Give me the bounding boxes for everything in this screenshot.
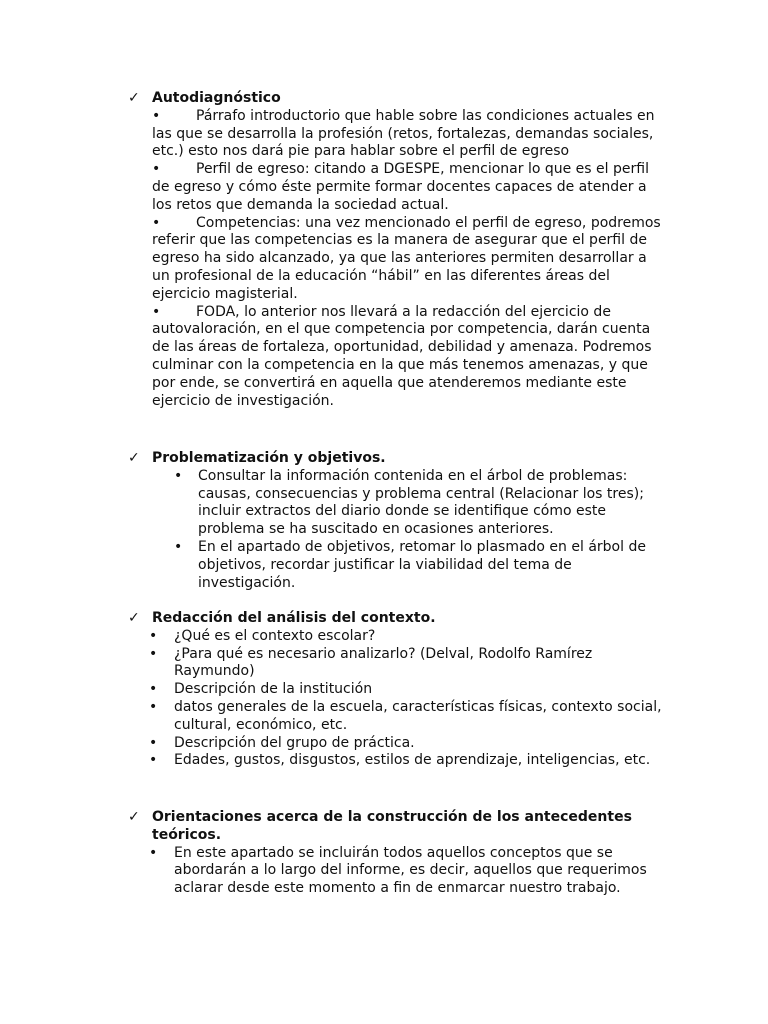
section-analisis-contexto xyxy=(128,610,668,770)
bullet-list xyxy=(128,628,668,770)
section-antecedentes-teoricos xyxy=(128,809,668,898)
list-item xyxy=(128,646,668,682)
heading-text: Orientaciones acerca de la construcción de los antecedentes teóricos. xyxy=(152,809,632,843)
bullet-icon: • xyxy=(152,214,161,231)
section-heading xyxy=(128,90,668,108)
bullet-icon: • xyxy=(149,698,158,715)
list-item-text: Perfil de egreso: citando a DGESPE, mencionar lo que es el perfil de egreso y cómo éste permite formar docentes capaces de atender a los retos que demanda la sociedad actual. xyxy=(152,161,649,213)
list-item xyxy=(128,215,668,304)
list-item-text: Descripción de la institución xyxy=(174,681,373,698)
heading-text: Problematización y objetivos. xyxy=(152,450,386,466)
list-item xyxy=(128,699,668,735)
bullet-icon: • xyxy=(152,161,161,178)
bullet-icon: • xyxy=(149,627,158,644)
list-item xyxy=(128,468,668,539)
bullet-icon: • xyxy=(174,467,183,484)
list-item xyxy=(128,108,668,161)
list-item xyxy=(128,752,668,770)
list-item-text: FODA, lo anterior nos llevará a la redacción del ejercicio de autovaloración, en el que competencia por competencia, darán cuenta de las áreas de fortaleza, oportunidad, debilidad y amenaza. Podremos culminar con la competencia en la que más tenemos amenazas, y que por ende, se convertirá en aquella que atenderemos mediante este ejercicio de investigación. xyxy=(152,303,652,409)
list-item xyxy=(128,304,668,411)
bullet-list xyxy=(128,845,668,898)
list-item-text: datos generales de la escuela, características físicas, contexto social, cultural, económico, etc. xyxy=(174,698,662,733)
checkmark-icon: ✓ xyxy=(128,90,140,106)
heading-text: Autodiagnóstico xyxy=(152,90,281,106)
list-item xyxy=(128,539,668,592)
list-item-text: Párrafo introductorio que hable sobre las condiciones actuales en las que se desarrolla la profesión (retos, fortalezas, demandas sociales, etc.) esto nos dará pie para hablar sobre el perfil de egreso xyxy=(152,107,655,160)
bullet-icon: • xyxy=(152,303,161,320)
bullet-icon: • xyxy=(149,752,158,769)
section-problematizacion xyxy=(128,450,668,592)
list-item xyxy=(128,845,668,898)
bullet-icon: • xyxy=(152,107,161,124)
list-item-text: Consultar la información contenida en el árbol de problemas: causas, consecuencias y problema central (Relacionar los tres); incluir extractos del diario donde se identifique cómo este problema se ha suscitado en ocasiones anteriores. xyxy=(198,467,644,538)
section-heading xyxy=(128,809,668,845)
bullet-icon: • xyxy=(149,645,158,662)
list-item-text: Descripción del grupo de práctica. xyxy=(174,734,415,751)
list-item-text: Competencias: una vez mencionado el perfil de egreso, podremos referir que las competencias es la manera de asegurar que el perfil de egreso ha sido alcanzado, ya que las anteriores permiten desarrollar a un profesional de la educación “hábil” en las diferentes áreas del ejercicio magisterial. xyxy=(152,214,661,302)
list-item xyxy=(128,628,668,646)
list-item xyxy=(128,735,668,753)
bullet-icon: • xyxy=(149,681,158,698)
list-item xyxy=(128,161,668,214)
list-item-text: ¿Para qué es necesario analizarlo? (Delval, Rodolfo Ramírez Raymundo) xyxy=(174,645,593,680)
section-heading xyxy=(128,450,668,468)
heading-text: Redacción del análisis del contexto. xyxy=(152,610,436,626)
section-heading xyxy=(128,610,668,628)
bullet-list xyxy=(128,468,668,593)
bullet-icon: • xyxy=(149,844,158,861)
list-item-text: En el apartado de objetivos, retomar lo plasmado en el árbol de objetivos, recordar justificar la viabilidad del tema de investigación. xyxy=(198,538,646,591)
list-item-text: ¿Qué es el contexto escolar? xyxy=(174,627,376,644)
bullet-icon: • xyxy=(174,538,183,555)
section-autodiagnostico xyxy=(128,90,668,410)
bullet-icon: • xyxy=(149,734,158,751)
checkmark-icon: ✓ xyxy=(128,610,140,626)
checkmark-icon: ✓ xyxy=(128,450,140,466)
list-item-text: Edades, gustos, disgustos, estilos de aprendizaje, inteligencias, etc. xyxy=(174,752,651,769)
list-item-text: En este apartado se incluirán todos aquellos conceptos que se abordarán a lo largo del informe, es decir, aquellos que requerimos aclarar desde este momento a fin de enmarcar nuestro trabajo. xyxy=(174,844,647,897)
list-item xyxy=(128,681,668,699)
checkmark-icon: ✓ xyxy=(128,809,140,825)
